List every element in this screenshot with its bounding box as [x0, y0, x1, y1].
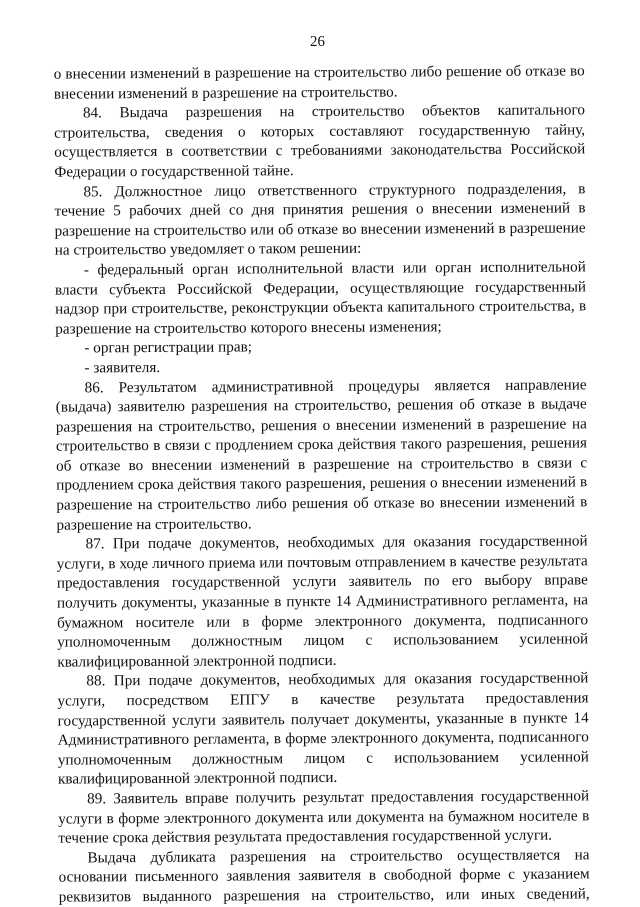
list-item-applicant: - заявителя. — [84, 358, 161, 377]
list-item-registration-body: - орган регистрации прав; — [84, 338, 252, 357]
page-number: 26 — [309, 33, 326, 51]
paragraph-duplicate: Выдача дубликата разрешения на строительство осуществляется на основании письменного заявления заявителя в свободной форме с указанием реквизитов выданного разрешения на строительство, или иных сведений, — [58, 846, 590, 906]
list-item-federal-body: - федеральный орган исполнительной власти или орган исполнительной власти субъекта Российской Федерации, осуществляющие государственный надзор при строительстве, реконструкции объекта капитального строительства, в разрешение на строительство которого внесены изменения; — [54, 258, 587, 338]
paragraph-84: 84. Выдача разрешения на строительство объектов капитального строительства, сведения о которых составляют государственную тайну, осуществляется в соответствии с требованиями законодательства Российской Федерации о государственной тайне. — [54, 101, 586, 181]
paragraph-85: 85. Должностное лицо ответственного структурного подразделения, в течение 5 рабочих дней со дня принятия решения о внесении изменений в разрешение на строительство или об отказе во внесении изменений в разрешение на строительство уведомляет о таком решении: — [54, 179, 586, 259]
paragraph-89: 89. Заявитель вправе получить результат предоставления государственной услуги в форме электронного документа или документа на бумажном носителе в течение срока действия результата предоставления государственной услуги. — [58, 787, 590, 847]
paragraph-continuation: о внесении изменений в разрешение на строительство либо решение об отказе во внесении изменений в разрешение на строительство. — [53, 62, 585, 103]
paragraph-86: 86. Результатом административной процедуры является направление (выдача) заявителю разрешения на строительство, решения об отказе в выдаче разрешения на строительство, решения о внесении изменений в разрешение на строительство в связи с продлением срока действия такого разрешения, решения об отказе во внесении изменений в разрешение на строительство в связи с продлением срока действия такого разрешения, решения о внесении изменений в разрешение на строительство либо решения об отказе во внесении изменений в разрешение на строительство. — [55, 375, 588, 534]
document-body — [54, 61, 590, 907]
paragraph-88: 88. При подаче документов, необходимых для оказания государственной услуги, посредством ЕПГУ в качестве результата предоставления государственной услуги заявитель получает документы, указанные в пункте 14 Административного регламента, в форме электронного документа, подписанного уполномоченным должностным лицом с использованием усиленной квалифицированной электронной подписи. — [57, 669, 589, 788]
paragraph-87: 87. При подаче документов, необходимых для оказания государственной услуги, в ходе личного приема или почтовым отправлением в качестве результата предоставления государственной услуги заявитель по его выбору вправе получить документы, указанные в пункте 14 Административного регламента, на бумажном носителе или в форме электронного документа, подписанного уполномоченным должностным лицом с использованием усиленной квалифицированной электронной подписи. — [56, 532, 589, 671]
